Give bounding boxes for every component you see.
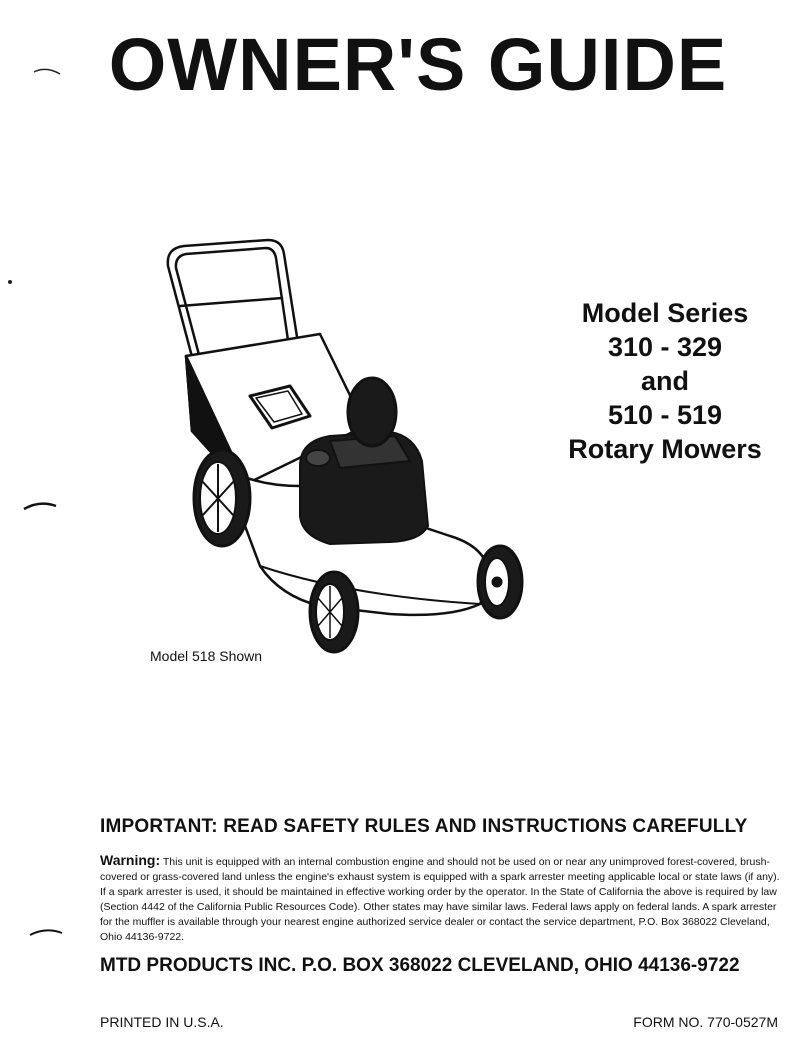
illustration-caption: Model 518 Shown [150,648,263,664]
company-address: MTD PRODUCTS INC. P.O. BOX 368022 CLEVELAND, OHIO 44136-9722 [100,955,740,976]
model-and: and [640,366,689,396]
model-series-label: Model Series [581,298,749,328]
model-range-2: 510 - 519 [607,400,723,430]
page-title: OWNER'S GUIDE [108,23,728,106]
scan-mark [22,500,58,512]
warning-label: Warning: [100,852,161,868]
important-notice: IMPORTANT: READ SAFETY RULES AND INSTRUCTIONS CAREFULLY [100,816,748,837]
printed-in: PRINTED IN U.S.A. [100,1014,224,1030]
product-type: Rotary Mowers [568,434,762,464]
model-series-block [540,296,790,466]
scan-mark [6,278,14,286]
form-number: FORM NO. 770-0527M [633,1014,778,1030]
scan-mark [28,926,64,938]
lawn-mower-icon [150,236,530,656]
warning-paragraph [100,853,780,945]
warning-text: This unit is equipped with an internal combustion engine and should not be used on or near any unimproved forest-covered, brush-covered or grass-covered land unless the engine's exhaust system is equipped with a spark arrester meeting applicable local or state laws (if any). If a spark arrester is used, it should be maintained in effective working order by the operator. In the State of California the above is required by law (Section 4442 of the California Public Resources Code). Other states may have similar laws. Federal laws apply on federal lands. A spark arrester for the muffler is available through your nearest engine authorized service dealer or contact the service department, P.O. Box 368022 Cleveland, Ohio 44136-9722. [100,856,780,943]
model-range-1: 310 - 329 [607,332,723,362]
